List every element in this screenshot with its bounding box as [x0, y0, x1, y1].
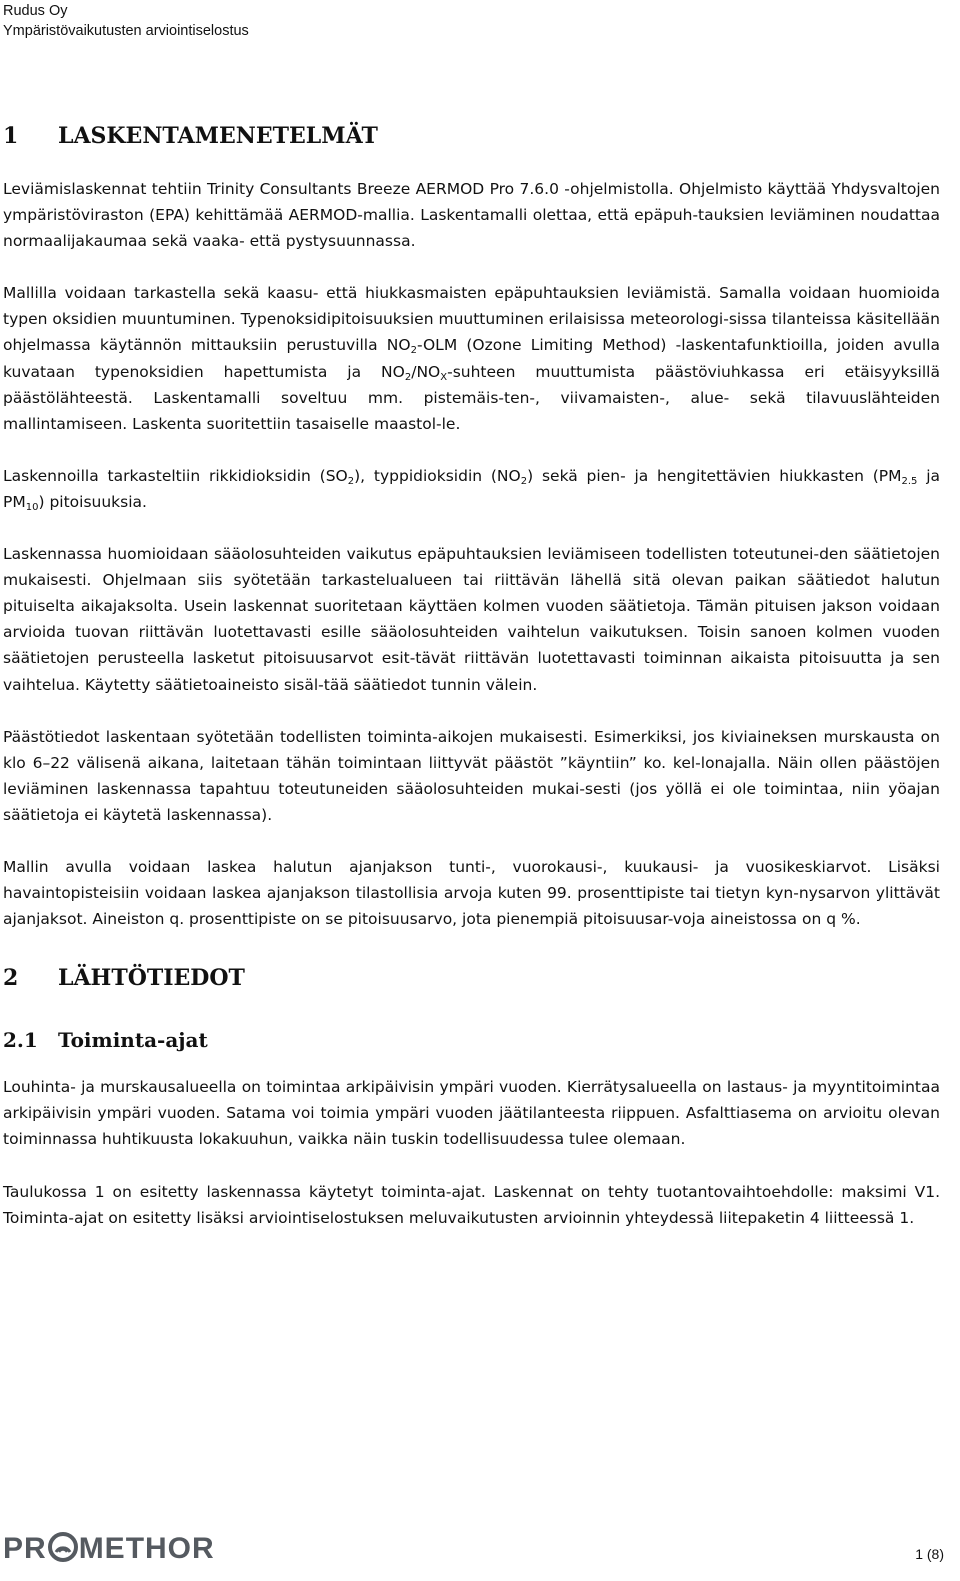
- subscript: 2: [520, 475, 528, 487]
- section-2-1-title: Toiminta-ajat: [58, 1028, 208, 1053]
- page-header: [3, 1, 249, 41]
- paragraph-2-text-b: -OLM (Ozone Limiting Method) -laskentafunktioilla, joiden avulla kuvataan typenoksidien hapettumista ja NO: [3, 336, 940, 381]
- paragraph-3-text-b: ), typpidioksidin (NO: [354, 466, 521, 485]
- subscript: 2.5: [901, 475, 918, 487]
- paragraph-2: [3, 280, 940, 437]
- logo-text-end: METHOR: [78, 1532, 215, 1565]
- logo-text-start: PR: [3, 1532, 47, 1565]
- paragraph-3-text-e: ) pitoisuuksia.: [38, 492, 147, 511]
- paragraph-3-text-a: Laskennoilla tarkasteltiin rikkidioksidin (SO: [3, 466, 348, 485]
- paragraph-5: Päästötiedot laskentaan syötetään todellisten toiminta-aikojen mukaisesti. Esimerkiksi, jos kiviaineksen murskausta on klo 6–22 välisenä aikana, laitetaan tähän toimintaan liittyvät päästöt ”käyntiin” ko. kel-lonajalla. Näin ollen päästöjen leviäminen laskennassa tapahtuu toteutuneiden sääolosuhteiden mukai-sesti (jos yöllä ei ole toimintaa, niin yöajan säätietoja ei käytetä laskennassa).: [3, 727, 940, 824]
- section-1-number: 1: [3, 123, 19, 149]
- paragraph-3-text-d: ja PM: [3, 466, 941, 511]
- paragraph-7: Louhinta- ja murskausalueella on toimintaa arkipäivisin ympäri vuoden. Kierrätysalueella on lastaus- ja myyntitoimintaa arkipäivisin ympäri vuoden. Satama voi toimia ympäri vuoden jäätilanteesta riippuen. Asfalttiasema on arvioitu olevan toiminnassa huhtikuusta lokakuuhun, vaikka näin tuskin todellisuudessa tulee olemaan.: [3, 1078, 940, 1149]
- subscript: X: [440, 371, 448, 383]
- company-name: Rudus Oy: [3, 3, 68, 19]
- document-title: Ympäristövaikutusten arviointiselostus: [3, 23, 249, 39]
- paragraph-1: Leviämislaskennat tehtiin Trinity Consultants Breeze AERMOD Pro 7.6.0 -ohjelmistolla. Ohjelmisto käyttää Yhdysvaltojen ympäristöviraston (EPA) kehittämää AERMOD-mallia. Laskentamalli olettaa, että epäpuh-tauksien leviäminen noudattaa normaalijakaumaa sekä vaaka- että pystysuunnassa.: [3, 180, 940, 251]
- promethor-logo: [3, 1533, 215, 1565]
- section-2-1-heading: [3, 1024, 940, 1056]
- paragraph-4: Laskennassa huomioidaan sääolosuhteiden vaikutus epäpuhtauksien leviämiseen todellisten toteutunei-den säätietojen mukaisesti. Ohjelmaan siis syötetään tarkastelualueen tai riittävän lähellä sitä olevan paikan säätiedot halutun pituiselta aikajaksolta. Usein laskennat suoritetaan käyttäen kolmen vuoden säätietoja. Tämän pituisen jakson voidaan arvioida tuovan riittävän luotettavasti esille sääolosuhteiden vaihtelun vaikutuksen. Toisin sanoen kolmen vuoden säätietojen perusteella lasketut pitoisuusarvot esit-tävät riittävän luotettavasti toiminnan aikaista pitoisuutta ja sen vaihtelua. Käytetty säätietoaineisto sisäl-tää säätiedot tunnin välein.: [3, 545, 940, 694]
- subscript: 2: [347, 475, 355, 487]
- document-body: [3, 118, 940, 1231]
- logo-o-icon: [48, 1532, 78, 1566]
- paragraph-2-text-c: /NO: [411, 362, 441, 381]
- section-2-heading: [3, 960, 940, 996]
- section-1-heading: [3, 118, 940, 154]
- subscript: 10: [25, 501, 39, 513]
- paragraph-8: Taulukossa 1 on esitetty laskennassa käytetyt toiminta-ajat. Laskennat on tehty tuotantovaihtoehdolle: maksimi V1. Toiminta-ajat on esitetty lisäksi arviointiselostuksen meluvaikutusten arvioinnin yhteydessä liitepaketin 4 liitteessä 1.: [3, 1182, 940, 1227]
- subscript: 2: [404, 371, 412, 383]
- paragraph-3: [3, 463, 940, 515]
- page-number: 1 (8): [915, 1546, 944, 1562]
- paragraph-2-first-sentence: Mallilla voidaan tarkastella sekä kaasu- että hiukkasmaisten epäpuhtauksien leviämistä.: [3, 284, 712, 303]
- paragraph-6: Mallin avulla voidaan laskea halutun ajanjakson tunti-, vuorokausi-, kuukausi- ja vuosikeskiarvot. Lisäksi havaintopisteisiin voidaan laskea ajanjakson tilastollisia arvoja kuten 99. prosenttipiste tai tietyn kyn-nysarvon ylittävät ajanjaksot. Aineiston q. prosenttipiste on se pitoisuusarvo, jota pienempiä pitoisuusar-voja aineistossa on q %.: [3, 857, 940, 929]
- subscript: 2: [410, 345, 417, 357]
- paragraph-3-text-c: ) sekä pien- ja hengitettävien hiukkasten (PM: [527, 466, 902, 485]
- section-2-1-number: 2.1: [3, 1028, 38, 1053]
- paragraph-2-text-a: Samalla voidaan huomioida typen oksidien muuntuminen. Typenoksidipitoisuuksien muuttuminen erilaisissa meteorologi-sissa tilanteissa käsitellään ohjelmassa käytännön mittauksiin perustuvilla NO: [3, 284, 940, 355]
- section-2-number: 2: [3, 965, 19, 992]
- paragraph-2-text-d: -suhteen muuttumista päästöviuhkassa eri etäisyyksillä päästölähteestä. Laskentamalli soveltuu mm. pistemäis-ten-, viivamaisten-, alue- sekä tilavuuslähteiden mallintamiseen. Laskenta suoritettiin tasaiselle maastol-le.: [3, 362, 940, 433]
- section-2-title: LÄHTÖTIEDOT: [58, 965, 245, 992]
- section-1-title: LASKENTAMENETELMÄT: [58, 123, 378, 149]
